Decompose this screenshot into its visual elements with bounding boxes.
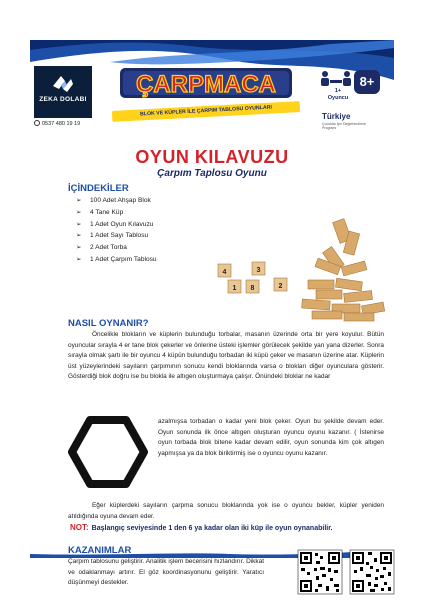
game-title-banner [118,66,294,100]
players-icon [318,70,354,88]
phone-icon [34,120,40,126]
arrow-icon: ➢ [76,220,82,228]
list-item-text: 2 Adet Torba [90,244,127,252]
qr-code-icon [350,550,394,594]
list-item [76,195,157,207]
contents-heading: İÇİNDEKİLER [68,183,129,194]
turkiye-label: Türkiye [322,112,351,121]
arrow-icon: ➢ [76,255,82,263]
arrow-icon: ➢ [76,244,82,252]
wooden-blocks-illustration [216,218,388,322]
guide-title: OYUN KILAVUZU [135,147,289,167]
gains-heading: KAZANIMLAR [68,545,132,556]
list-item-text: 4 Tane Küp [90,208,124,216]
die-number: 8 [250,285,255,292]
game-subtitle: BLOK VE KÜPLER İLE ÇARPIM TABLOSU OYUNLARI [112,101,300,122]
list-item [76,207,157,219]
die [246,280,259,293]
leaflet [30,40,394,586]
phone-text: 0537 480 19 19 [42,121,81,127]
turkiye-sublabel: Çocuklar için Değerlendirme Programı [322,122,366,130]
die [252,262,265,275]
note-text: Başlangıç seviyesinde 1 den 6 ya kadar olan iki küp ile oyun oynanabilir. [91,525,333,532]
list-item [76,254,157,266]
how-to-play-paragraph-2: azalmışsa torbadan o kadar yeni blok çeker. Oyun bu şekilde devam eder. Oyun sonunda ilk önce altıgen oluşturan oyuncu oyunu kazanır. ( İstenirse oyun torbada blok bitene kadar devam edilir, oyun sonunda kim çok altıgen yapmışsa ya da blok biriktirmiş ise o oyuncu oyunu kazanır. [158,418,384,457]
header [30,40,394,130]
die [218,264,231,277]
contents-list [76,195,157,266]
how-to-play-paragraph-3: Eğer küplerdeki sayıların çarpma sonucu bloklarında yok ise o oyuncu bekler, küpler yeniden atıldığında oyuna devam eder. [68,502,384,520]
phone-number [34,120,80,127]
die-number: 1 [232,285,237,292]
how-to-play-heading: NASIL OYNANIR? [68,318,149,329]
qr-code-icon [298,550,342,594]
die [274,278,287,291]
hexagon-icon [68,416,148,488]
brand-mark-icon [51,72,75,94]
guide-subtitle: Çarpım Taplosu Oyunu [157,168,267,179]
arrow-icon: ➢ [76,197,82,204]
die-number: 3 [256,267,261,274]
age-players-area [316,70,390,130]
list-item-text: 1 Adet Oyun Kılavuzu [90,220,154,228]
note-label: NOT: [70,523,89,532]
list-item-text: 1 Adet Sayı Tablosu [90,232,149,240]
arrow-icon: ➢ [76,232,82,240]
list-item [76,219,157,231]
dice-group [218,262,287,293]
list-item [76,230,157,242]
brand-name: ZEKA DOLABI [39,96,87,103]
list-item-text: 1 Adet Çarpım Tablosu [90,255,157,263]
die [228,280,241,293]
die-number: 2 [278,283,283,290]
age-badge: 8+ [354,70,380,94]
arrow-icon: ➢ [76,208,82,216]
game-title: ÇARPMACA [136,71,276,98]
players-count: 1+ Oyuncu [327,88,349,101]
list-item [76,242,157,254]
how-to-play-paragraph-1: Öncelikle blokların ve küplerin bulunduğu torbalar, masanın üzerinde orta bir yere koyulur. Bütün oyuncular sırayla 4 er tane blok çekerler ve önlerine üsteki işlemler görülecek şekilde yan yana dizerler. Sonra sırayla olmak şartı ile bir oyuncu 4 küpün bulunduğu torbadan iki küpü çeker ve masanın üzerine atar. Küplerin üst yüzeylerindeki sayıların çarpımının sonucu kendi bloklarında varsa o blokları diğer oyunculara gösterir. Gösterdiği blok doğru ise bu blokla ile altıgen oluşturmaya çalışır. Önündeki bloklar ne kadar [68,331,384,380]
gains-text: Çarpım tablosunu geliştirir. Analitik işlem becerisini hızlandırır. Dikkat ve odaklanmayı artırır. El göz koordinasyonunu geliştirir. Yaratıcı düşünmeyi destekler. [68,558,264,586]
list-item-text: 100 Adet Ahşap Blok [90,197,151,204]
die-number: 4 [222,269,227,276]
brand-logo [34,66,92,118]
